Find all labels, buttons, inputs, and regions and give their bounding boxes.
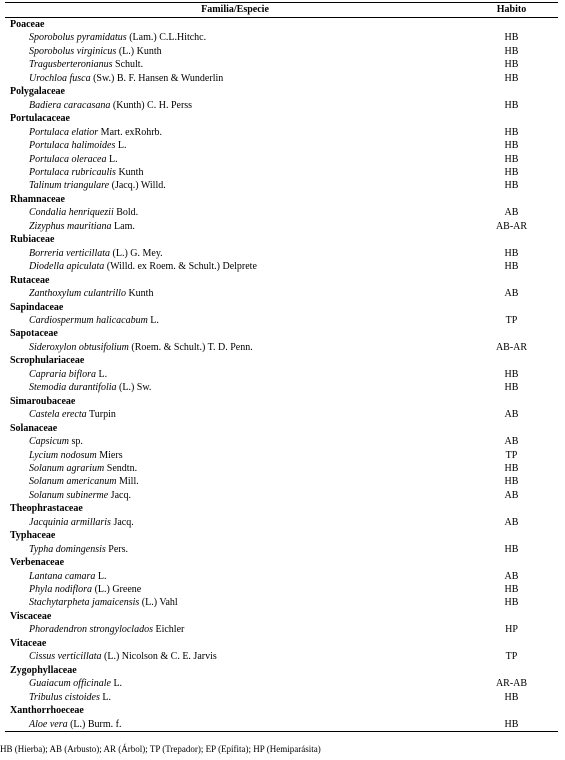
family-row (5, 112, 558, 125)
species-binomial: Cardiospermum halicacabum (29, 314, 148, 326)
species-row (5, 166, 558, 179)
family-row (5, 274, 558, 287)
table-body (5, 18, 558, 732)
species-cell (5, 435, 465, 448)
species-binomial: Solanum agrarium (29, 462, 105, 474)
family-name: Xanthorrhoeceae (10, 705, 84, 717)
family-habit-empty (465, 18, 558, 32)
species-row (5, 677, 558, 690)
species-cell (5, 287, 465, 300)
species-cell (5, 153, 465, 166)
habit-cell: HB (504, 153, 519, 165)
species-cell (5, 99, 465, 112)
species-row (5, 260, 558, 273)
family-row (5, 193, 558, 206)
species-cell (5, 72, 465, 85)
habit-cell: HB (504, 382, 519, 394)
species-binomial: Portulaca rubricaulis (29, 166, 116, 178)
species-cell (5, 570, 465, 583)
species-binomial: Jacquinia armillaris (29, 516, 111, 528)
family-row (5, 422, 558, 435)
habit-cell: TP (505, 314, 518, 326)
species-binomial: Urochloa fusca (29, 72, 91, 84)
species-author: Mart. exRohrb. (98, 126, 163, 138)
species-author: (Jacq.) Willd. (109, 180, 166, 192)
species-binomial: Sideroxylon obtusifolium (29, 341, 129, 353)
habit-cell: AB (504, 516, 519, 528)
species-author: sp. (69, 436, 83, 448)
species-cell (5, 677, 465, 690)
species-author: (L.) Sw. (116, 382, 152, 394)
species-cell (5, 408, 465, 421)
species-binomial: Stemodia durantifolia (29, 382, 117, 394)
habit-cell: AB (504, 436, 519, 448)
species-binomial: Capraria biflora (29, 368, 96, 380)
family-name: Verbenaceae (10, 557, 65, 569)
family-habit-empty (465, 502, 558, 515)
species-author: (Roem. & Schult.) T. D. Penn. (128, 341, 253, 353)
habit-cell: AB (504, 409, 519, 421)
habit-cell: HB (465, 718, 558, 732)
family-row (5, 354, 558, 367)
species-row (5, 408, 558, 421)
habit-cell: AB (504, 570, 519, 582)
species-row (5, 718, 558, 732)
species-binomial: Sporobolus pyramidatus (29, 32, 127, 44)
species-cell (5, 126, 465, 139)
footnote: HB (Hierba); AB (Arbusto); AR (Árbol); TP (Trepador); EP (Epífita); HP (Hemiparásita) (0, 744, 321, 754)
habit-cell: HB (504, 180, 519, 192)
species-binomial: Diodella apiculata (29, 261, 105, 273)
family-name: Simaroubaceae (10, 395, 76, 407)
species-binomial: Solanum americanum (29, 476, 117, 488)
species-author: Turpin (86, 409, 116, 421)
species-binomial: Condalia henriquezii (29, 207, 114, 219)
family-row (5, 327, 558, 340)
family-name: Theophrastaceae (10, 503, 83, 515)
species-cell (5, 166, 465, 179)
species-row (5, 247, 558, 260)
family-name: Rubiaceae (10, 234, 55, 246)
habit-cell: HP (505, 624, 518, 636)
species-row (5, 58, 558, 71)
family-habit-empty (465, 193, 558, 206)
species-cell (5, 206, 465, 219)
species-author: Kunth (125, 288, 154, 300)
species-author: Sendtn. (104, 462, 138, 474)
habit-cell: TP (505, 651, 518, 663)
family-habit-empty (465, 327, 558, 340)
habit-cell: HB (504, 247, 519, 259)
family-row (5, 301, 558, 314)
habit-cell: HB (504, 126, 519, 138)
species-author: (Kunth) C. H. Perss (110, 99, 193, 111)
species-author: Kunth (115, 166, 144, 178)
species-author: Pers. (105, 543, 128, 555)
family-habit-empty (465, 233, 558, 246)
species-author: Bold. (113, 207, 139, 219)
species-author: L. (115, 140, 127, 152)
species-cell (5, 449, 465, 462)
species-binomial: Guaiacum officinale (29, 678, 111, 690)
family-habit-empty (465, 395, 558, 408)
habit-cell: HB (504, 368, 519, 380)
species-cell (5, 368, 465, 381)
habit-cell: HB (504, 166, 519, 178)
family-row (5, 233, 558, 246)
species-author: Mill. (116, 476, 139, 488)
species-author: (L.) Vahl (139, 597, 178, 609)
species-row (5, 126, 558, 139)
header-family-species: Familia/Especie (5, 3, 465, 18)
species-binomial: Portulaca elatior (29, 126, 99, 138)
family-row (5, 529, 558, 542)
species-binomial: Cissus verticillata (29, 651, 102, 663)
family-name: Zygophyllaceae (10, 664, 77, 676)
family-habit-empty (465, 85, 558, 98)
species-binomial: Castela erecta (29, 409, 87, 421)
species-cell (5, 381, 465, 394)
family-habit-empty (465, 301, 558, 314)
family-name: Solanaceae (10, 422, 58, 434)
species-cell (5, 475, 465, 488)
species-author: L. (95, 570, 107, 582)
family-habit-empty (465, 529, 558, 542)
species-row (5, 381, 558, 394)
species-author: (L.) Nicolson & C. E. Jarvis (101, 651, 217, 663)
species-binomial: Zanthoxylum culantrillo (29, 288, 126, 300)
family-name: Polygalaceae (10, 86, 65, 98)
species-row (5, 45, 558, 58)
species-row (5, 368, 558, 381)
species-author: Eichler (152, 624, 185, 636)
header-habit: Habito (465, 3, 558, 18)
species-author: L. (106, 153, 118, 165)
species-cell (5, 623, 465, 636)
family-habit-empty (465, 637, 558, 650)
species-author: L. (147, 314, 159, 326)
species-row (5, 287, 558, 300)
family-name: Portulacaceae (10, 113, 70, 125)
species-cell (5, 179, 465, 192)
species-cell (5, 489, 465, 502)
species-binomial: Lantana camara (29, 570, 96, 582)
species-author: Jacq. (110, 516, 134, 528)
species-author: L. (99, 691, 111, 703)
habit-cell: HB (504, 45, 519, 57)
species-binomial: Aloe vera (29, 718, 68, 730)
species-binomial: Badiera caracasana (29, 99, 111, 111)
species-cell (5, 691, 465, 704)
species-row (5, 489, 558, 502)
species-author: (L.) Greene (92, 584, 142, 596)
species-row (5, 139, 558, 152)
species-cell (5, 58, 465, 71)
species-binomial: Stachytarpheta jamaicensis (29, 597, 140, 609)
family-name: Typhaceae (10, 530, 56, 542)
species-row (5, 475, 558, 488)
family-habit-empty (465, 422, 558, 435)
family-habit-empty (465, 556, 558, 569)
species-cell (5, 341, 465, 354)
habit-cell: HB (504, 476, 519, 488)
species-binomial: Phoradendron strongyloclados (29, 624, 153, 636)
habit-cell: AR-AB (495, 678, 528, 690)
species-row (5, 462, 558, 475)
family-habit-empty (465, 112, 558, 125)
species-row (5, 341, 558, 354)
species-binomial: Talinum triangulare (29, 180, 110, 192)
habit-cell: HB (504, 59, 519, 71)
species-cell (5, 516, 465, 529)
species-author: Jacq. (108, 489, 131, 501)
family-row (5, 556, 558, 569)
family-name: Scrophulariaceae (10, 355, 85, 367)
family-habit-empty (465, 704, 558, 717)
family-row (5, 85, 558, 98)
species-row (5, 623, 558, 636)
species-table (5, 2, 558, 732)
species-author: L. (95, 368, 108, 380)
species-cell (5, 260, 465, 273)
species-row (5, 179, 558, 192)
species-binomial: Solanum subinerme (29, 489, 109, 501)
family-habit-empty (465, 354, 558, 367)
species-cell (5, 718, 465, 732)
species-binomial: Portulaca oleracea (29, 153, 107, 165)
family-row (5, 637, 558, 650)
species-row (5, 435, 558, 448)
family-row (5, 395, 558, 408)
family-habit-empty (465, 610, 558, 623)
species-cell (5, 31, 465, 44)
species-cell (5, 220, 465, 233)
species-binomial: Sporobolus virginicus (29, 45, 117, 57)
family-name: Viscaceae (10, 610, 52, 622)
species-binomial: Phyla nodiflora (29, 584, 93, 596)
habit-cell: AB-AR (495, 341, 528, 353)
species-author: (Willd. ex Roem. & Schult.) Delprete (104, 261, 257, 273)
family-name: Sapotaceae (10, 328, 58, 340)
habit-cell: HB (504, 584, 519, 596)
habit-cell: HB (504, 691, 519, 703)
species-binomial: Tragusberteronianus (29, 59, 113, 71)
species-row (5, 31, 558, 44)
species-cell (5, 650, 465, 663)
table-header-row (5, 3, 558, 18)
habit-cell: AB-AR (495, 220, 528, 232)
species-row (5, 99, 558, 112)
species-row (5, 314, 558, 327)
species-row (5, 583, 558, 596)
species-row (5, 220, 558, 233)
species-binomial: Portulaca halimoides (29, 140, 116, 152)
species-cell (5, 247, 465, 260)
species-author: (L.) Kunth (116, 45, 162, 57)
family-name: Vitaceae (10, 637, 47, 649)
species-author: (L.) G. Mey. (110, 247, 163, 259)
species-row (5, 516, 558, 529)
habit-cell: HB (504, 462, 519, 474)
species-binomial: Typha domingensis (29, 543, 106, 555)
species-author: Miers (96, 449, 123, 461)
species-binomial: Zizyphus mauritiana (29, 220, 112, 232)
species-row (5, 596, 558, 609)
habit-cell: HB (504, 261, 519, 273)
species-author: (Lam.) C.L.Hitchc. (126, 32, 207, 44)
species-author: Schult. (112, 59, 144, 71)
habit-cell: HB (504, 597, 519, 609)
family-row (5, 502, 558, 515)
species-cell (5, 139, 465, 152)
family-habit-empty (465, 664, 558, 677)
habit-cell: HB (504, 99, 519, 111)
family-name: Rhamnaceae (10, 193, 65, 205)
species-row (5, 691, 558, 704)
species-author: (L.) Burm. f. (67, 718, 122, 730)
habit-cell: AB (504, 489, 519, 501)
species-row (5, 449, 558, 462)
species-cell (5, 314, 465, 327)
species-binomial: Capsicum (29, 436, 69, 448)
species-author: (Sw.) B. F. Hansen & Wunderlin (90, 72, 224, 84)
species-row (5, 543, 558, 556)
family-habit-empty (465, 274, 558, 287)
species-cell (5, 543, 465, 556)
species-row (5, 153, 558, 166)
species-cell (5, 462, 465, 475)
family-name: Sapindaceae (10, 301, 64, 313)
habit-cell: AB (504, 207, 519, 219)
species-binomial: Tribulus cistoides (29, 691, 100, 703)
species-cell (5, 583, 465, 596)
family-name: Rutaceae (10, 274, 50, 286)
habit-cell: HB (504, 32, 519, 44)
species-row (5, 72, 558, 85)
species-binomial: Borreria verticillata (29, 247, 111, 259)
habit-cell: AB (504, 288, 519, 300)
habit-cell: HB (504, 140, 519, 152)
species-cell (5, 596, 465, 609)
family-row (5, 610, 558, 623)
family-row (5, 704, 558, 717)
habit-cell: TP (505, 449, 518, 461)
species-author: L. (110, 678, 123, 690)
species-row (5, 206, 558, 219)
habit-cell: HB (504, 72, 519, 84)
family-row (5, 664, 558, 677)
habit-cell: HB (504, 543, 519, 555)
family-row (5, 18, 558, 32)
species-cell (5, 45, 465, 58)
family-name: Poaceae (10, 19, 45, 30)
species-row (5, 650, 558, 663)
species-author: Lam. (111, 220, 135, 232)
species-row (5, 570, 558, 583)
species-binomial: Lycium nodosum (29, 449, 97, 461)
